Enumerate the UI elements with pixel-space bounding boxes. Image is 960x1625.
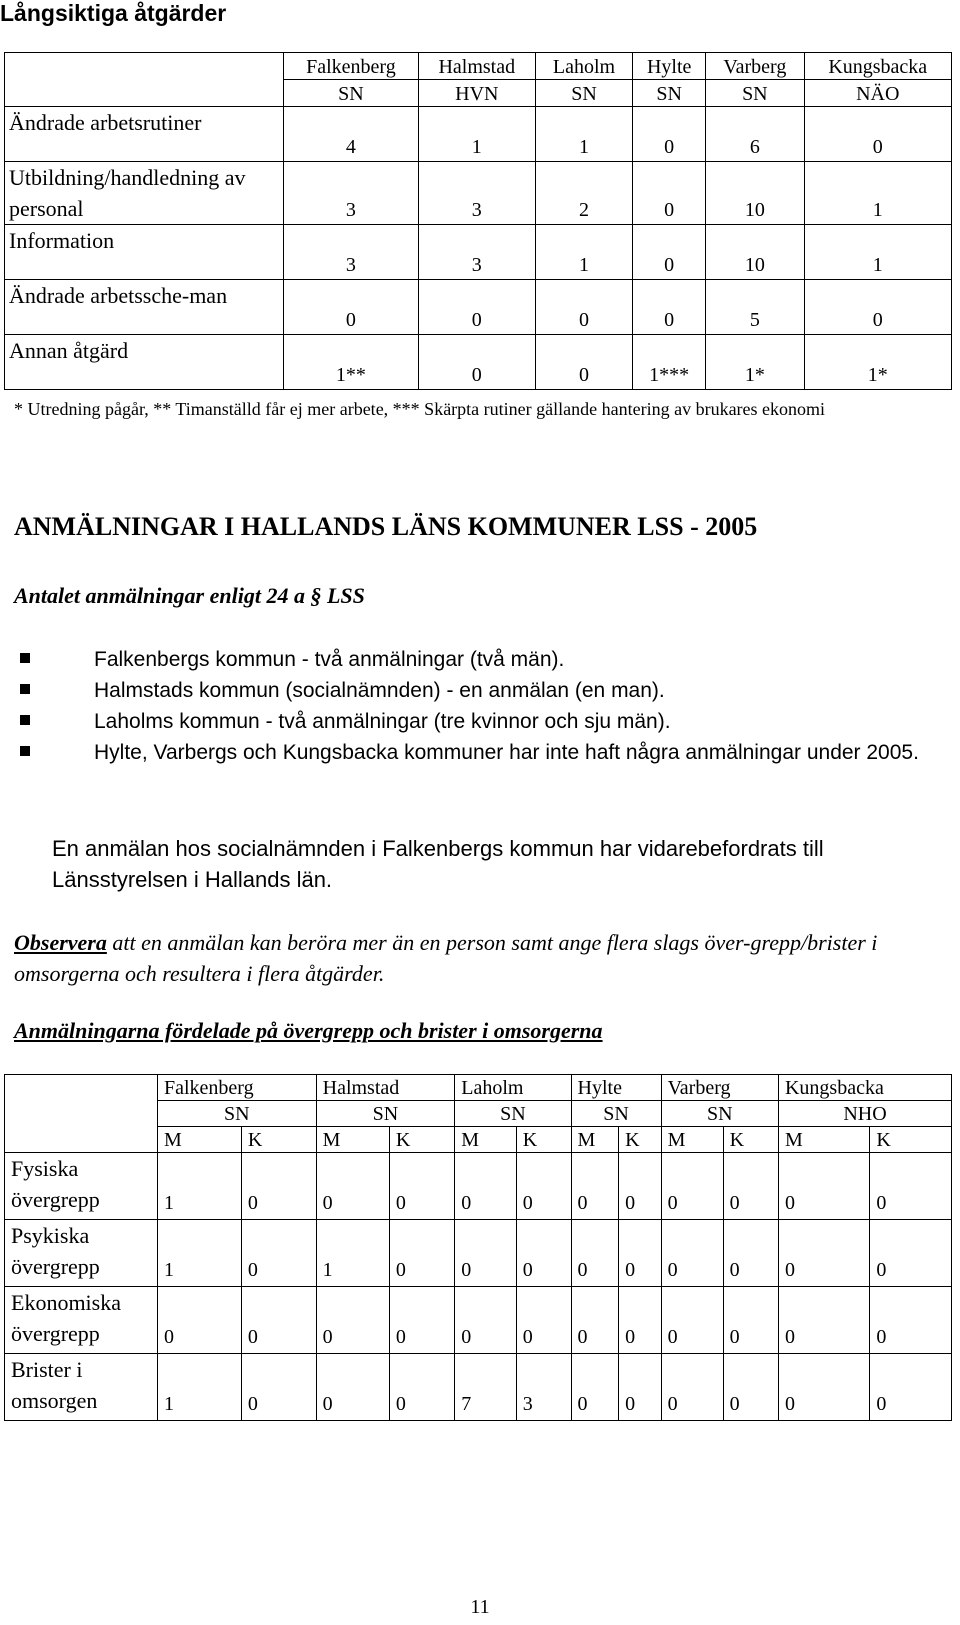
cell-value: 0 xyxy=(455,1287,516,1354)
header-committee: SN xyxy=(633,80,706,107)
list-item-text: Falkenbergs kommun - två anmälningar (två män). xyxy=(94,648,565,671)
row-label: Utbildning/handledning av personal xyxy=(5,162,284,225)
header-gender: M xyxy=(158,1127,242,1153)
cell-value: 0 xyxy=(723,1220,778,1287)
header-committee: NHO xyxy=(778,1101,951,1127)
cell-value: 1 xyxy=(804,225,951,280)
cell-value: 0 xyxy=(633,107,706,162)
cell-value: 0 xyxy=(316,1354,389,1421)
cell-value: 3 xyxy=(418,162,535,225)
table-row xyxy=(5,335,952,390)
cell-value: 1 xyxy=(316,1220,389,1287)
cell-value: 0 xyxy=(389,1287,454,1354)
cell-value: 0 xyxy=(804,107,951,162)
bullet-square-icon xyxy=(20,715,30,725)
header-gender: K xyxy=(241,1127,316,1153)
cell-value: 0 xyxy=(870,1220,952,1287)
header-municipality: Kungsbacka xyxy=(778,1075,951,1101)
row-label: Psykiska övergrepp xyxy=(5,1220,158,1287)
cell-value: 0 xyxy=(571,1287,619,1354)
cell-value: 5 xyxy=(706,280,804,335)
table-row xyxy=(5,225,952,280)
report-subheading: Antalet anmälningar enligt 24 a § LSS xyxy=(14,583,365,608)
cell-value: 0 xyxy=(778,1354,869,1421)
cell-value: 0 xyxy=(389,1220,454,1287)
cell-value: 0 xyxy=(241,1220,316,1287)
cell-value: 0 xyxy=(571,1153,619,1220)
cell-value: 0 xyxy=(516,1153,571,1220)
cell-value: 0 xyxy=(661,1220,723,1287)
report-heading: ANMÄLNINGAR I HALLANDS LÄNS KOMMUNER LSS - 2005 xyxy=(14,512,758,541)
row-label: Fysiska övergrepp xyxy=(5,1153,158,1220)
cell-value: 0 xyxy=(535,335,632,390)
cell-value: 0 xyxy=(516,1220,571,1287)
row-label: Information xyxy=(5,225,284,280)
header-municipality: Halmstad xyxy=(316,1075,455,1101)
header-municipality: Laholm xyxy=(535,53,632,80)
header-municipality: Varberg xyxy=(706,53,804,80)
cell-value: 3 xyxy=(516,1354,571,1421)
cell-value: 0 xyxy=(778,1287,869,1354)
cell-value: 0 xyxy=(661,1354,723,1421)
header-municipality: Falkenberg xyxy=(284,53,419,80)
header-committee: HVN xyxy=(418,80,535,107)
cell-value: 2 xyxy=(535,162,632,225)
cell-value: 0 xyxy=(723,1354,778,1421)
list-item-text: Halmstads kommun (socialnämnden) - en anmälan (en man). xyxy=(94,679,665,702)
cell-value: 0 xyxy=(284,280,419,335)
table-row xyxy=(5,162,952,225)
cell-value: 1 xyxy=(804,162,951,225)
cell-value: 0 xyxy=(633,162,706,225)
cell-value: 0 xyxy=(804,280,951,335)
header-municipality: Hylte xyxy=(633,53,706,80)
header-empty-cell xyxy=(5,1075,158,1153)
header-committee: SN xyxy=(535,80,632,107)
observe-note xyxy=(14,927,934,989)
cell-value: 1*** xyxy=(633,335,706,390)
list-item xyxy=(20,644,940,675)
cell-value: 0 xyxy=(158,1287,242,1354)
header-committee: SN xyxy=(661,1101,778,1127)
row-label: Brister i omsorgen xyxy=(5,1354,158,1421)
list-item xyxy=(20,737,940,768)
header-committee: SN xyxy=(316,1101,455,1127)
header-municipality: Laholm xyxy=(455,1075,571,1101)
cell-value: 0 xyxy=(535,280,632,335)
cell-value: 0 xyxy=(619,1220,661,1287)
header-municipality: Falkenberg xyxy=(158,1075,317,1101)
cell-value: 0 xyxy=(455,1153,516,1220)
observe-label: Observera xyxy=(14,930,107,955)
cell-value: 0 xyxy=(661,1287,723,1354)
header-municipality: Varberg xyxy=(661,1075,778,1101)
header-committee: SN xyxy=(455,1101,571,1127)
cell-value: 0 xyxy=(389,1153,454,1220)
cell-value: 1* xyxy=(706,335,804,390)
cell-value: 0 xyxy=(455,1220,516,1287)
header-municipality: Hylte xyxy=(571,1075,661,1101)
cell-value: 0 xyxy=(418,280,535,335)
cell-value: 0 xyxy=(316,1153,389,1220)
cell-value: 0 xyxy=(619,1287,661,1354)
table-row xyxy=(5,107,952,162)
header-gender: K xyxy=(870,1127,952,1153)
list-item xyxy=(20,675,940,706)
cell-value: 1 xyxy=(158,1354,242,1421)
row-label: Ändrade arbetssche-man xyxy=(5,280,284,335)
cell-value: 6 xyxy=(706,107,804,162)
cell-value: 3 xyxy=(284,162,419,225)
cell-value: 3 xyxy=(418,225,535,280)
cell-value: 0 xyxy=(316,1287,389,1354)
cell-value: 0 xyxy=(661,1153,723,1220)
cell-value: 10 xyxy=(706,162,804,225)
measures-table xyxy=(4,52,952,390)
cell-value: 0 xyxy=(418,335,535,390)
cell-value: 1 xyxy=(535,225,632,280)
header-gender: K xyxy=(723,1127,778,1153)
table-header-municipalities xyxy=(5,53,952,80)
header-gender: K xyxy=(389,1127,454,1153)
cell-value: 0 xyxy=(571,1220,619,1287)
header-municipality: Kungsbacka xyxy=(804,53,951,80)
cell-value: 7 xyxy=(455,1354,516,1421)
header-gender: M xyxy=(661,1127,723,1153)
header-gender: M xyxy=(571,1127,619,1153)
list-item-text: Laholms kommun - två anmälningar (tre kvinnor och sju män). xyxy=(94,710,671,733)
section-title: Långsiktiga åtgärder xyxy=(0,0,227,26)
cell-value: 0 xyxy=(633,280,706,335)
header-gender: K xyxy=(619,1127,661,1153)
table-row xyxy=(5,1354,952,1421)
header-gender: K xyxy=(516,1127,571,1153)
report-bullet-list xyxy=(20,644,940,768)
cell-value: 1 xyxy=(158,1153,242,1220)
cell-value: 0 xyxy=(870,1153,952,1220)
distribution-heading: Anmälningarna fördelade på övergrepp och brister i omsorgerna xyxy=(14,1018,603,1043)
row-label: Annan åtgärd xyxy=(5,335,284,390)
distribution-table xyxy=(4,1074,952,1421)
bullet-square-icon xyxy=(20,653,30,663)
cell-value: 1 xyxy=(418,107,535,162)
list-item xyxy=(20,706,940,737)
cell-value: 10 xyxy=(706,225,804,280)
row-label: Ekonomiska övergrepp xyxy=(5,1287,158,1354)
cell-value: 1** xyxy=(284,335,419,390)
header-gender: M xyxy=(778,1127,869,1153)
bullet-square-icon xyxy=(20,746,30,756)
bullet-square-icon xyxy=(20,684,30,694)
observe-text: att en anmälan kan beröra mer än en person samt ange flera slags över-grepp/brister i omsorgerna och resultera i flera åtgärder. xyxy=(14,930,878,986)
header-committee: SN xyxy=(571,1101,661,1127)
row-label: Ändrade arbetsrutiner xyxy=(5,107,284,162)
list-item-text: Hylte, Varbergs och Kungsbacka kommuner har inte haft några anmälningar under 2005. xyxy=(94,741,919,764)
header-committee: SN xyxy=(158,1101,317,1127)
table-header-municipalities xyxy=(5,1075,952,1101)
forwarding-paragraph: En anmälan hos socialnämnden i Falkenbergs kommun har vidarebefordrats till Länsstyrelsen i Hallands län. xyxy=(52,836,824,892)
cell-value: 0 xyxy=(389,1354,454,1421)
cell-value: 0 xyxy=(870,1287,952,1354)
cell-value: 0 xyxy=(516,1287,571,1354)
header-committee: SN xyxy=(706,80,804,107)
cell-value: 3 xyxy=(284,225,419,280)
table-row xyxy=(5,1220,952,1287)
cell-value: 0 xyxy=(619,1354,661,1421)
cell-value: 0 xyxy=(778,1153,869,1220)
cell-value: 1 xyxy=(535,107,632,162)
cell-value: 0 xyxy=(633,225,706,280)
cell-value: 0 xyxy=(241,1287,316,1354)
header-municipality: Halmstad xyxy=(418,53,535,80)
table-footnote: * Utredning pågår, ** Timanställd får ej mer arbete, *** Skärpta rutiner gällande hantering av brukares ekonomi xyxy=(14,399,826,419)
cell-value: 0 xyxy=(723,1153,778,1220)
cell-value: 0 xyxy=(619,1153,661,1220)
cell-value: 1 xyxy=(158,1220,242,1287)
cell-value: 1* xyxy=(804,335,951,390)
cell-value: 0 xyxy=(571,1354,619,1421)
header-gender: M xyxy=(455,1127,516,1153)
table-row xyxy=(5,1287,952,1354)
cell-value: 4 xyxy=(284,107,419,162)
cell-value: 0 xyxy=(241,1354,316,1421)
table-row xyxy=(5,280,952,335)
header-committee: SN xyxy=(284,80,419,107)
cell-value: 0 xyxy=(870,1354,952,1421)
header-empty-cell xyxy=(5,53,284,107)
cell-value: 0 xyxy=(241,1153,316,1220)
cell-value: 0 xyxy=(723,1287,778,1354)
header-gender: M xyxy=(316,1127,389,1153)
cell-value: 0 xyxy=(778,1220,869,1287)
table-row xyxy=(5,1153,952,1220)
page-number: 11 xyxy=(470,1596,490,1618)
header-committee: NÄO xyxy=(804,80,951,107)
